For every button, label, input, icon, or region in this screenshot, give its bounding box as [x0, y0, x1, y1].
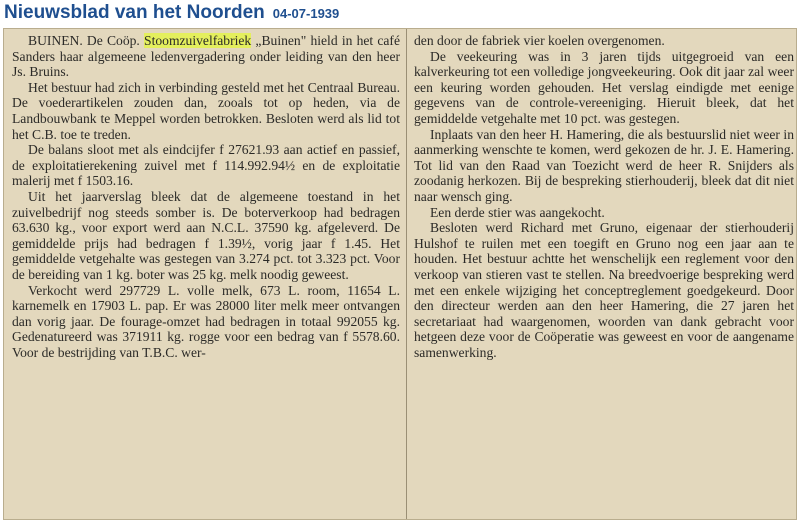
article-paragraph [12, 33, 400, 80]
article-paragraph: Het bestuur had zich in verbinding gesteld met het Centraal Bureau. De voederartikelen zouden dan, zooals tot op heden, via de Landbouwbank te Meppel worden betrokken. Besloten werd als lid tot het C.B. toe te treden. [12, 79, 400, 142]
publication-date: 04-07-1939 [272, 6, 340, 21]
highlighted-search-term: Stoomzuivelfabriek [144, 33, 252, 48]
article-paragraph: Inplaats van den heer H. Hamering, die als bestuurslid niet weer in aanmerking wenschte te komen, werd gekozen de hr. J. E. Hamering. Tot lid van den Raad van Toezicht werd de heer R. Snijders als zoodanig herkozen. Bij de bespreking stierhouderij, bleek dat dit niet naar wensch ging. [414, 126, 794, 204]
article-lead-rest: „Buinen" hield in het café Sanders haar algemeene ledenvergadering onder leiding van den heer Js. Bruins. [12, 33, 400, 80]
article-paragraph: Besloten werd Richard met Gruno, eigenaar der stierhouderij Hulshof te ruilen met een toegift en Gruno nog een jaar aan te houden. Het bestuur achtte het wenschelijk een reglement voor den verkoop van stieren vast te stellen. Na breedvoerige bespreking werd met een enkele wijziging het conceptreglement goedgekeurd. Door den directeur werden aan den heer Hamering, die 27 jaren het secretariaat had waargenomen, woorden van dank gebracht voor hetgeen deze voor de Coöperatie was geweest en voor de aangename samenwerking. [414, 220, 794, 360]
article-column-left [12, 33, 400, 517]
article-paragraph: den door de fabriek vier koelen overgenomen. [414, 33, 665, 48]
newspaper-clipping [3, 28, 797, 520]
article-paragraph: De balans sloot met als eindcijfer f 27621.93 aan actief en passief, de exploitatierekening zuivel met f 114.992.94½ en de exploitatie malerij met f 1503.16. [12, 142, 400, 189]
newspaper-title: Nieuwsblad van het Noorden [4, 2, 265, 23]
column-divider [406, 29, 407, 519]
article-paragraph: De veekeuring was in 3 jaren tijds uitgegroeid van een kalverkeuring tot een volledige jongveekeuring. Ook dit jaar zal weer een keuring worden gehouden. Het verslag eindigde met eenige gegevens van de controle-vereeniging. Hieruit bleek, dat het gemiddelde vetgehalte met 10 pct. was gestegen. [414, 48, 794, 126]
article-paragraph: Verkocht werd 297729 L. volle melk, 673 L. room, 11654 L. karnemelk en 17903 L. pap. Er was 28000 liter melk meer ontvangen dan vorig jaar. De fourage-omzet had bedragen in totaal 992055 kg. Gedenatureerd was 371911 kg. rogge voor een bedrag van f 5578.60. Voor de bestrijding van T.B.C. wer- [12, 282, 400, 360]
article-column-right [414, 33, 794, 517]
article-lead-text: BUINEN. De Coöp. [28, 33, 140, 48]
page-header [4, 2, 339, 26]
article-paragraph: Uit het jaarverslag bleek dat de algemeene toestand in het zuivelbedrijf nog steeds somber is. De boterverkoop had bedragen 63.630 kg., voor export werd aan N.C.L. 37590 kg. afgeleverd. De gemiddelde prijs had bedragen f 1.39½, vorig jaar f 1.45. Het gemiddelde vetgehalte was gestegen van 3.274 pct. tot 3.323 pct. Voor de bereiding van 1 kg. boter was 25 kg. melk noodig geweest. [12, 188, 400, 282]
article-paragraph: Een derde stier was aangekocht. [430, 204, 605, 220]
